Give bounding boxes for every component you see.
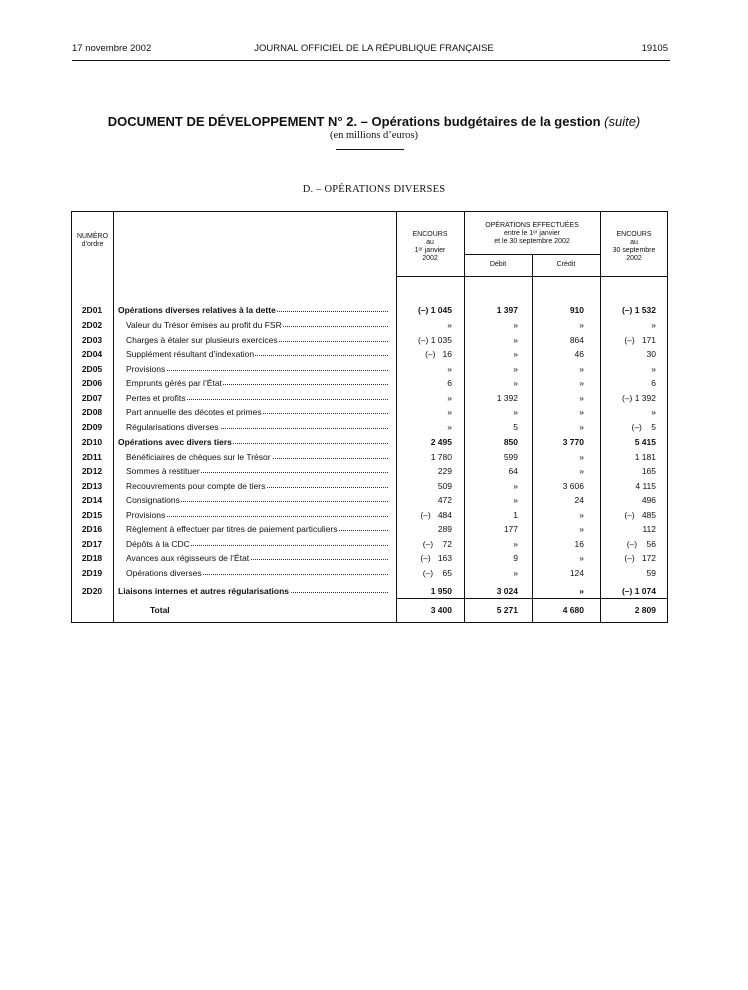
row-label: Provisions <box>126 364 166 374</box>
row-number: 2D18 <box>81 553 103 563</box>
row-label: Sommes à restituer <box>126 466 200 476</box>
cell-encours-end: (–) 485 <box>624 510 656 520</box>
cell-credit: » <box>579 393 584 403</box>
row-number: 2D02 <box>81 320 103 330</box>
cell-encours-end: 165 <box>641 466 656 476</box>
cell-credit: » <box>579 320 584 330</box>
cell-debit: 177 <box>503 524 518 534</box>
cell-credit: » <box>579 586 584 596</box>
row-number: 2D01 <box>81 305 103 315</box>
table-row <box>0 539 748 553</box>
row-label: Valeur du Trésor émises au profit du FSR <box>126 320 282 330</box>
row-number: 2D13 <box>81 481 103 491</box>
total-credit: 4 680 <box>562 605 584 615</box>
row-label-cell <box>126 481 390 491</box>
cell-credit: » <box>579 364 584 374</box>
cell-credit: » <box>579 553 584 563</box>
cell-debit: » <box>513 320 518 330</box>
row-label-cell <box>126 524 390 534</box>
cell-debit: 5 <box>513 422 518 432</box>
row-label-cell <box>126 568 390 578</box>
row-number: 2D03 <box>81 335 103 345</box>
cell-encours-end: » <box>651 320 656 330</box>
cell-encours-end: (–) 172 <box>624 553 656 563</box>
column-header-numero: NUMÉRO d’ordre <box>76 233 109 248</box>
row-number: 2D16 <box>81 524 103 534</box>
table-row <box>0 320 748 334</box>
cell-encours-end: » <box>651 407 656 417</box>
cell-encours-start: (–) 1 045 <box>417 305 452 315</box>
row-label-cell <box>126 510 390 520</box>
row-label-cell <box>126 393 390 403</box>
cell-encours-start: 6 <box>447 378 452 388</box>
cell-debit: 599 <box>503 452 518 462</box>
cell-debit: » <box>513 378 518 388</box>
row-label: Provisions <box>126 510 166 520</box>
row-label-cell <box>126 349 390 359</box>
cell-credit: » <box>579 452 584 462</box>
row-label-cell <box>126 452 390 462</box>
row-label-cell <box>126 378 390 388</box>
cell-encours-start: » <box>447 407 452 417</box>
cell-encours-end: 1 181 <box>634 452 656 462</box>
cell-encours-end: (–) 5 <box>631 422 656 432</box>
header-divider <box>464 254 600 255</box>
cell-credit: » <box>579 407 584 417</box>
cell-credit: » <box>579 524 584 534</box>
table-row <box>0 305 748 319</box>
cell-debit: 850 <box>503 437 518 447</box>
row-label: Consignations <box>126 495 180 505</box>
cell-debit: » <box>513 407 518 417</box>
table-row <box>0 422 748 436</box>
cell-debit: » <box>513 568 518 578</box>
cell-encours-start: (–) 484 <box>420 510 452 520</box>
table-row <box>0 378 748 392</box>
header-page-number: 19105 <box>641 43 668 54</box>
cell-debit: 3 024 <box>496 586 518 596</box>
cell-credit: 910 <box>569 305 584 315</box>
row-number: 2D20 <box>81 586 103 596</box>
row-label-cell <box>126 364 390 374</box>
row-number: 2D14 <box>81 495 103 505</box>
cell-encours-end: 496 <box>641 495 656 505</box>
document-title <box>0 114 748 129</box>
row-number: 2D19 <box>81 568 103 578</box>
cell-encours-start: (–) 16 <box>425 349 452 359</box>
cell-debit: 1 <box>513 510 518 520</box>
cell-debit: » <box>513 335 518 345</box>
cell-credit: » <box>579 422 584 432</box>
cell-credit: » <box>579 378 584 388</box>
total-row <box>0 605 748 619</box>
section-title: D. – OPÉRATIONS DIVERSES <box>302 184 446 195</box>
row-number: 2D07 <box>81 393 103 403</box>
cell-encours-start: (–) 163 <box>420 553 452 563</box>
table-row <box>0 364 748 378</box>
cell-encours-start: » <box>447 393 452 403</box>
row-label-cell <box>126 407 390 417</box>
row-label-cell <box>126 553 390 563</box>
table-row <box>0 335 748 349</box>
cell-encours-start: 1 780 <box>430 452 452 462</box>
table-row <box>0 568 748 582</box>
cell-encours-end: 59 <box>646 568 656 578</box>
cell-encours-start: (–) 72 <box>422 539 452 549</box>
cell-debit: » <box>513 539 518 549</box>
row-label: Emprunts gérés par l’État <box>126 378 222 388</box>
cell-encours-start: 229 <box>437 466 452 476</box>
total-encours-end: 2 809 <box>634 605 656 615</box>
row-number: 2D09 <box>81 422 103 432</box>
row-label-cell <box>126 320 390 330</box>
row-label-cell <box>118 437 390 447</box>
cell-debit: 9 <box>513 553 518 563</box>
cell-debit: » <box>513 349 518 359</box>
row-number: 2D10 <box>81 437 103 447</box>
cell-debit: 1 397 <box>496 305 518 315</box>
cell-encours-start: 1 950 <box>430 586 452 596</box>
cell-encours-end: 30 <box>646 349 656 359</box>
row-number: 2D11 <box>82 452 102 462</box>
cell-encours-end: 112 <box>642 524 656 534</box>
column-header-encours-end: ENCOURS au 30 septembre 2002 <box>612 231 656 262</box>
row-label-cell <box>126 539 390 549</box>
table-row <box>0 524 748 538</box>
cell-debit: 64 <box>508 466 518 476</box>
table-row <box>0 495 748 509</box>
table-row <box>0 481 748 495</box>
document-title-suffix: (suite) <box>604 114 641 129</box>
row-number: 2D12 <box>81 466 103 476</box>
total-label: Total <box>150 605 170 615</box>
row-label: Avances aux régisseurs de l’État <box>126 553 250 563</box>
cell-credit: 124 <box>569 568 584 578</box>
cell-debit: » <box>513 481 518 491</box>
row-number: 2D15 <box>81 510 103 520</box>
cell-credit: 46 <box>574 349 584 359</box>
row-label: Charges à étaler sur plusieurs exercices <box>126 335 278 345</box>
cell-encours-end: (–) 1 074 <box>621 586 656 596</box>
cell-encours-end: » <box>651 364 656 374</box>
total-debit: 5 271 <box>496 605 518 615</box>
cell-encours-end: (–) 1 532 <box>621 305 656 315</box>
row-label: Supplément résultant d’indexation <box>126 349 255 359</box>
cell-credit: 3 606 <box>562 481 584 491</box>
cell-credit: » <box>579 466 584 476</box>
cell-credit: » <box>579 510 584 520</box>
document-title-main: DOCUMENT DE DÉVELOPPEMENT N° 2. – Opérations budgétaires de la gestion <box>107 114 601 129</box>
row-label: Opérations avec divers tiers <box>118 437 232 447</box>
cell-encours-start: (–) 65 <box>422 568 452 578</box>
header-rule <box>72 60 670 61</box>
column-header-operations: OPÉRATIONS EFFECTUÉES entre le 1ᵉʳ janvier et le 30 septembre 2002 <box>485 222 579 245</box>
cell-encours-end: (–) 56 <box>626 539 656 549</box>
row-label: Régularisations diverses <box>126 422 219 432</box>
cell-encours-start: (–) 1 035 <box>417 335 452 345</box>
cell-encours-end: 4 115 <box>635 481 656 491</box>
table-row <box>0 553 748 567</box>
header-date: 17 novembre 2002 <box>72 43 152 54</box>
cell-debit: 1 392 <box>496 393 518 403</box>
cell-credit: 3 770 <box>562 437 584 447</box>
header-journal-title: JOURNAL OFFICIEL DE LA RÉPUBLIQUE FRANÇAISE <box>254 43 494 54</box>
table-row <box>0 393 748 407</box>
cell-encours-start: 2 495 <box>430 437 452 447</box>
table-row <box>0 437 748 451</box>
cell-credit: 24 <box>574 495 584 505</box>
cell-encours-start: » <box>447 364 452 374</box>
cell-debit: » <box>513 364 518 374</box>
table-row <box>0 349 748 363</box>
header-divider <box>396 276 668 277</box>
row-label: Bénéficiaires de chèques sur le Trésor <box>126 452 271 462</box>
cell-encours-start: » <box>447 422 452 432</box>
row-label: Dépôts à la CDC <box>126 539 190 549</box>
row-number: 2D05 <box>81 364 103 374</box>
row-number: 2D04 <box>81 349 103 359</box>
row-label: Part annuelle des décotes et primes <box>126 407 262 417</box>
column-header-credit: Crédit <box>556 261 576 268</box>
cell-credit: 16 <box>574 539 584 549</box>
cell-encours-start: 472 <box>437 495 452 505</box>
row-label-cell <box>118 305 390 315</box>
table-row <box>0 586 748 600</box>
row-label: Recouvrements pour compte de tiers <box>126 481 266 491</box>
column-header-encours-start: ENCOURS au 1ᵉʳ janvier 2002 <box>412 231 448 262</box>
cell-encours-end: 5 415 <box>634 437 656 447</box>
cell-debit: » <box>513 495 518 505</box>
row-label-cell <box>126 335 390 345</box>
cell-encours-end: (–) 171 <box>624 335 656 345</box>
row-number: 2D06 <box>81 378 103 388</box>
table-row <box>0 466 748 480</box>
cell-encours-end: (–) 1 392 <box>621 393 656 403</box>
row-label: Liaisons internes et autres régularisations <box>118 586 290 596</box>
row-label-cell <box>118 586 390 596</box>
total-encours-start: 3 400 <box>430 605 452 615</box>
row-label-cell <box>126 422 390 432</box>
row-number: 2D08 <box>81 407 103 417</box>
row-label-cell <box>126 466 390 476</box>
document-subtitle: (en millions d’euros) <box>329 130 419 141</box>
cell-credit: 864 <box>569 335 584 345</box>
cell-encours-end: 6 <box>651 378 656 388</box>
row-label-cell <box>126 495 390 505</box>
row-label: Règlement à effectuer par titres de paiement particuliers <box>126 524 338 534</box>
table-row <box>0 452 748 466</box>
cell-encours-start: 289 <box>437 524 452 534</box>
column-header-debit: Débit <box>489 261 507 268</box>
row-label: Opérations diverses <box>126 568 202 578</box>
row-label: Pertes et profits <box>126 393 186 403</box>
table-row <box>0 407 748 421</box>
table-row <box>0 510 748 524</box>
row-number: 2D17 <box>81 539 103 549</box>
cell-encours-start: » <box>447 320 452 330</box>
row-label: Opérations diverses relatives à la dette <box>118 305 276 315</box>
cell-encours-start: 509 <box>437 481 452 491</box>
subtitle-rule <box>336 149 404 150</box>
